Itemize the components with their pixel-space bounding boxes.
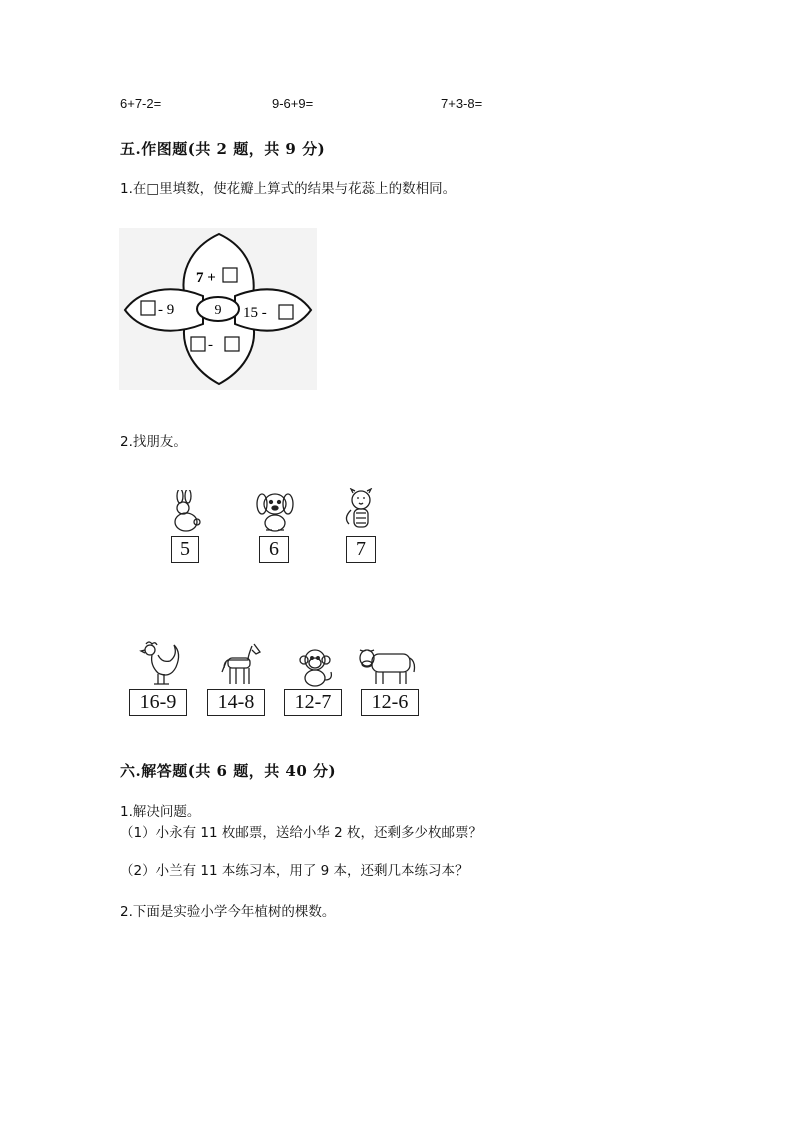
question-5-2-text: 2.找朋友。 [120, 434, 187, 450]
number-box-2: 6 [259, 536, 289, 563]
puppy-icon [252, 488, 298, 534]
question-5-1-text: 1.在□里填数，使花瓣上算式的结果与花蕊上的数相同。 [120, 181, 457, 197]
question-6-1-sub2: （2）小兰有 11 本练习本，用了 9 本，还剩几本练习本？ [120, 863, 469, 879]
answer-box-bottom-1 [191, 337, 205, 351]
rooster-icon [134, 640, 186, 688]
number-box-1: 5 [171, 536, 199, 563]
question-6-1-text: 1.解决问题。 [120, 804, 201, 820]
expression-box-2: 14-8 [207, 689, 265, 716]
tiger-icon [339, 488, 381, 534]
answer-box-left [141, 301, 155, 315]
expression-box-4: 12-6 [361, 689, 419, 716]
number-box-3: 7 [346, 536, 376, 563]
petal-top-expression: 7 + [196, 270, 216, 286]
flower-center-number: 9 [214, 303, 222, 318]
answer-box-right [279, 305, 293, 319]
cow-icon [356, 644, 418, 688]
calc-item-1: 6+7-2= [120, 96, 162, 111]
flower-figure [119, 228, 317, 390]
question-6-1-sub1: （1）小永有 11 枚邮票，送给小华 2 枚，还剩多少枚邮票？ [120, 825, 483, 841]
question-6-2-text: 2.下面是实验小学今年植树的棵数。 [120, 904, 336, 920]
petal-right-expression: 15 - [243, 305, 267, 321]
horse-icon [218, 640, 264, 688]
monkey-icon [294, 646, 336, 688]
section-6-title: 六.解答题(共 6 题，共 40 分) [120, 762, 337, 780]
section-5-title: 五.作图题(共 2 题，共 9 分) [120, 140, 326, 158]
answer-box-bottom-2 [225, 337, 239, 351]
petal-left-expression: - 9 [158, 302, 175, 318]
rabbit-icon [166, 490, 206, 534]
petal-bottom-expression: - [208, 337, 213, 353]
expression-box-3: 12-7 [284, 689, 342, 716]
answer-box-top [223, 268, 237, 282]
calc-item-3: 7+3-8= [441, 96, 483, 111]
calc-item-2: 9-6+9= [272, 96, 314, 111]
expression-box-1: 16-9 [129, 689, 187, 716]
